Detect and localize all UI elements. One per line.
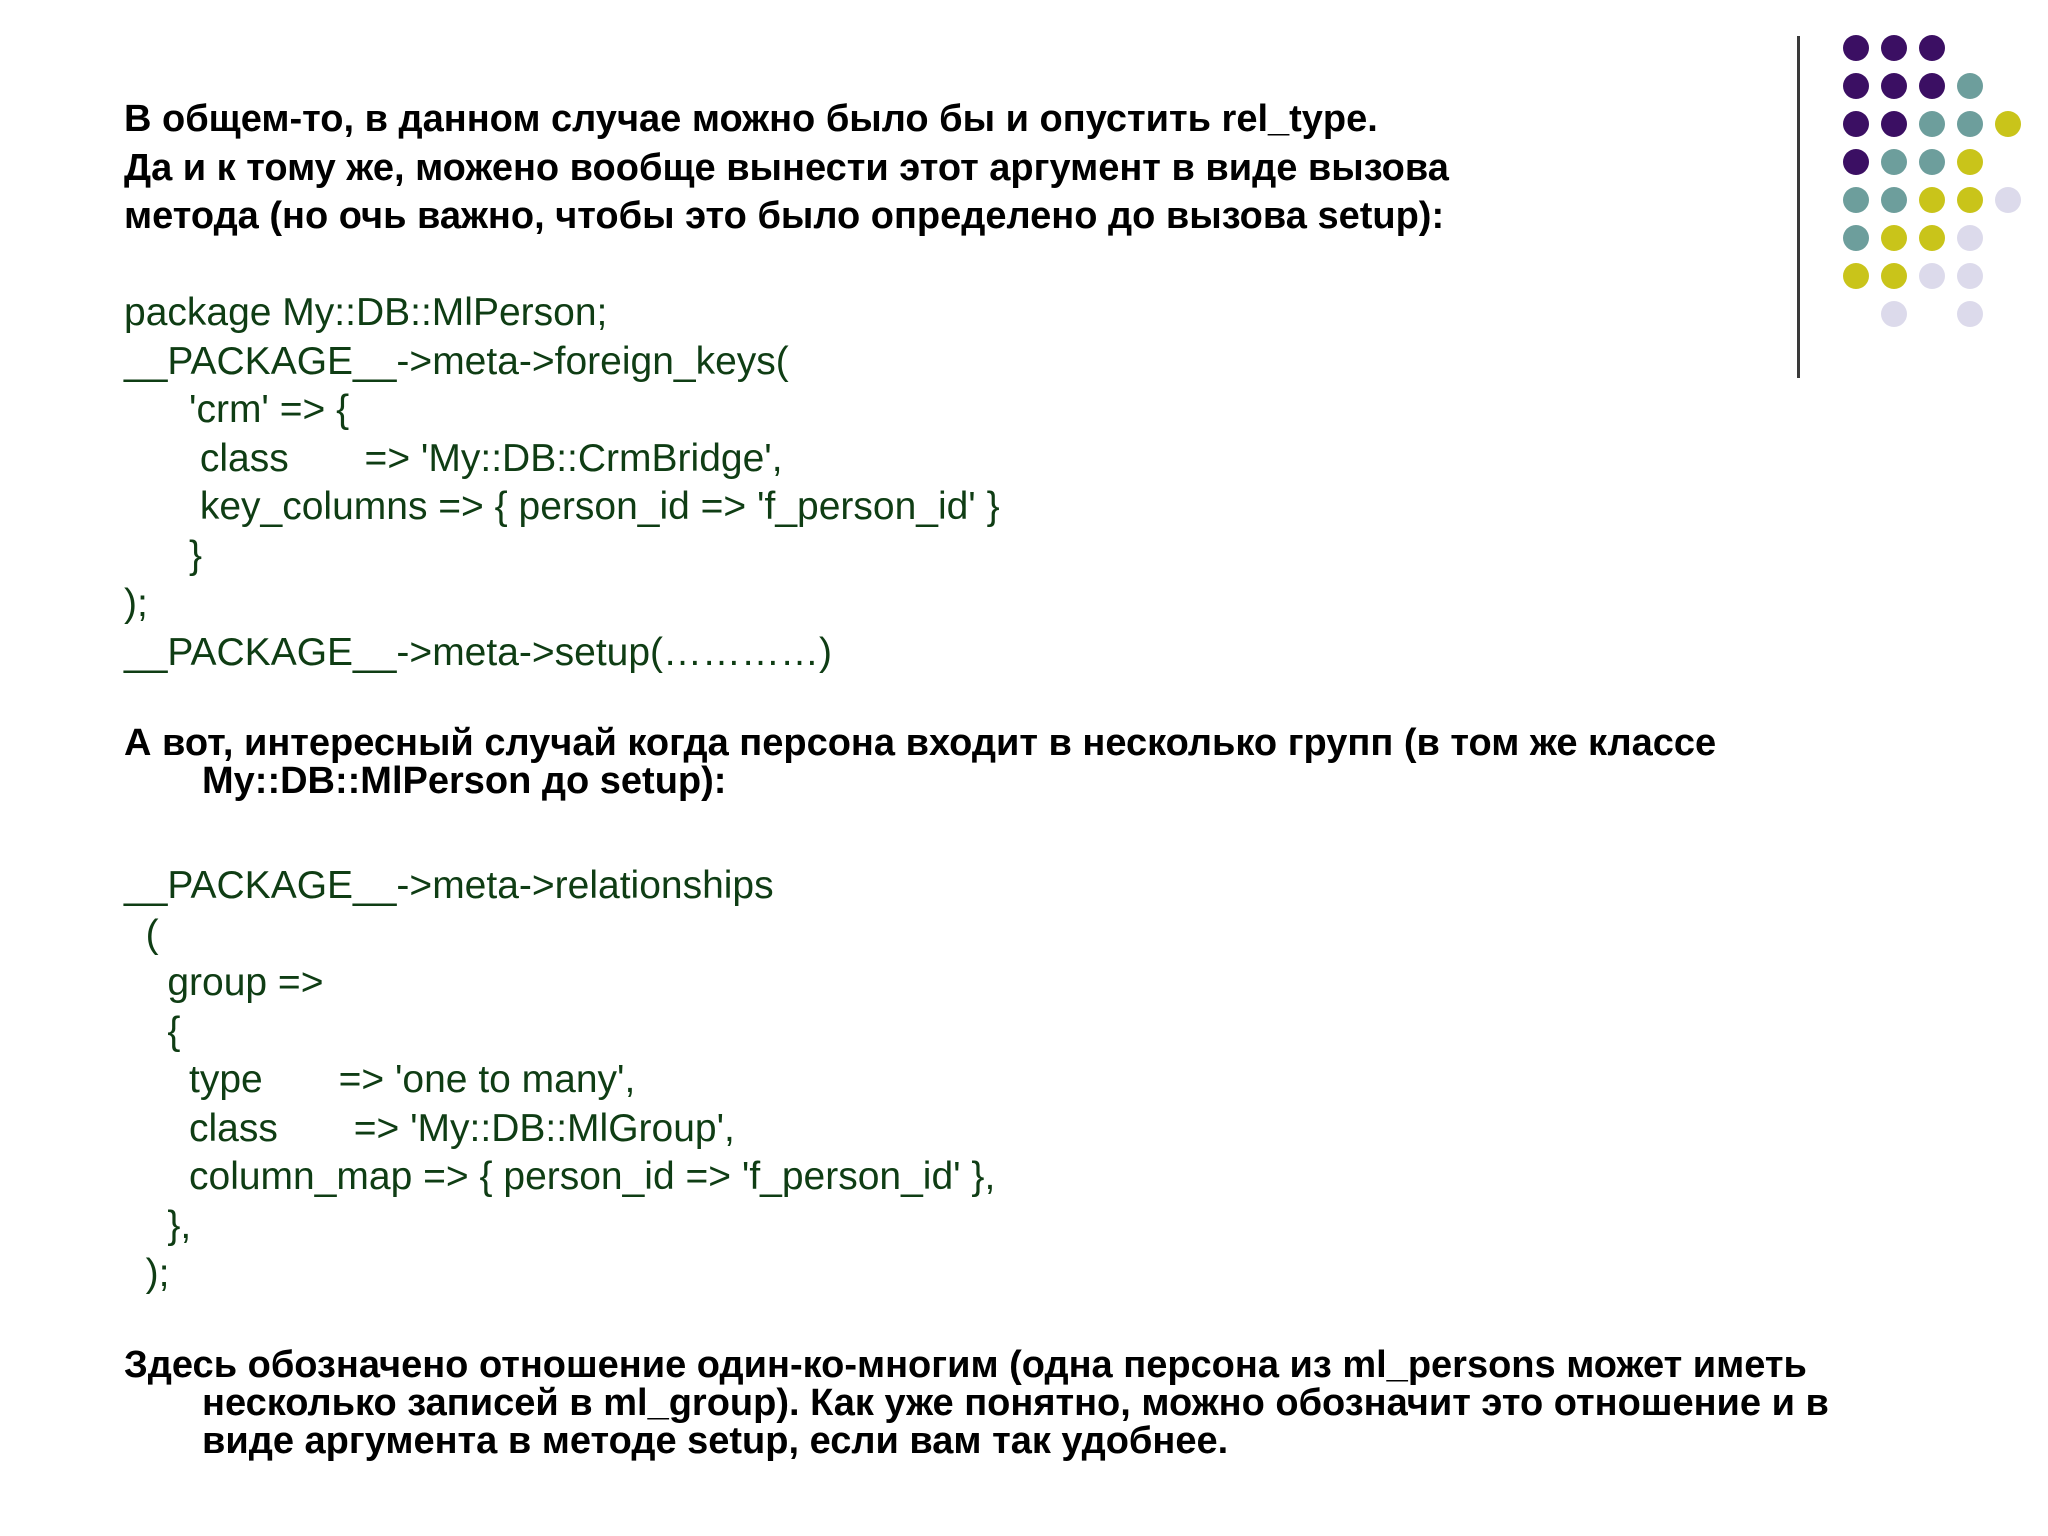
decorative-dot [1843,111,1869,137]
code-block-relationships [124,862,995,1299]
decorative-dot [1843,73,1869,99]
code-line: ); [124,1252,170,1295]
decorative-dot [1919,149,1945,175]
decorative-dot [1919,73,1945,99]
middle-paragraph [124,724,1984,800]
decorative-dot [1881,73,1907,99]
decorative-dot [1957,149,1983,175]
outro-paragraph [124,1346,1984,1460]
decorative-dot [1957,263,1983,289]
code-line: } [124,533,203,577]
code-line: }, [124,1203,192,1247]
decorative-dot [1881,187,1907,213]
outro-line: виде аргумента в методе setup, если вам так удобнее. [202,1420,1229,1462]
decorative-dot [1843,187,1869,213]
code-line: __PACKAGE__->meta->relationships [124,864,774,907]
decorative-dot [1919,225,1945,251]
decorative-dot-grid [0,0,2048,400]
intro-line: метода (но очь важно, чтобы это было определено до вызова setup): [124,195,1445,237]
decorative-dot [1843,225,1869,251]
code-line: __PACKAGE__->meta->setup(…………) [124,630,833,674]
decorative-dot [1957,111,1983,137]
code-line: ); [124,582,148,625]
code-line: group => [124,961,324,1004]
code-line: class => 'My::DB::CrmBridge', [124,436,783,480]
middle-line: А вот, интересный случай когда персона входит в несколько групп (в том же классе [124,722,1717,764]
decorative-dot [1957,225,1983,251]
code-line: __PACKAGE__->meta->foreign_keys( [124,339,789,383]
code-line: ( [124,912,159,956]
decorative-dot [1881,263,1907,289]
code-line: class => 'My::DB::MlGroup', [124,1106,735,1150]
code-line: column_map => { person_id => 'f_person_id' }, [124,1155,996,1198]
outro-line: несколько записей в ml_group). Как уже понятно, можно обозначит это отношение и в [202,1382,1829,1424]
code-line: package My::DB::MlPerson; [124,291,608,334]
decorative-dot [1919,263,1945,289]
intro-line: В общем-то, в данном случае можно было бы и опустить rel_type. [124,98,1378,140]
code-line: type => 'one to many', [124,1058,636,1101]
decorative-dot [1919,187,1945,213]
outro-line: Здесь обозначено отношение один-ко-многим (одна персона из ml_persons может иметь [124,1344,1807,1386]
decorative-dot [1957,187,1983,213]
decorative-dot [1957,301,1983,327]
decorative-dot [1881,225,1907,251]
decorative-dot [1995,111,2021,137]
decorative-dot [1881,111,1907,137]
decorative-dot [1881,301,1907,327]
decorative-dot [1919,35,1945,61]
code-line: { [124,1009,181,1053]
decorative-dot [1919,111,1945,137]
decorative-dot [1881,35,1907,61]
middle-line: My::DB::MlPerson до setup): [202,760,727,802]
decorative-dot [1843,263,1869,289]
decorative-dot [1843,35,1869,61]
decorative-dot [1843,149,1869,175]
intro-line: Да и к тому же, можено вообще вынести этот аргумент в виде вызова [124,146,1449,189]
decorative-dot [1957,73,1983,99]
code-line: key_columns => { person_id => 'f_person_id' } [124,485,1000,528]
decorative-dot [1995,187,2021,213]
code-line: 'crm' => { [124,388,350,431]
decorative-dot [1881,149,1907,175]
